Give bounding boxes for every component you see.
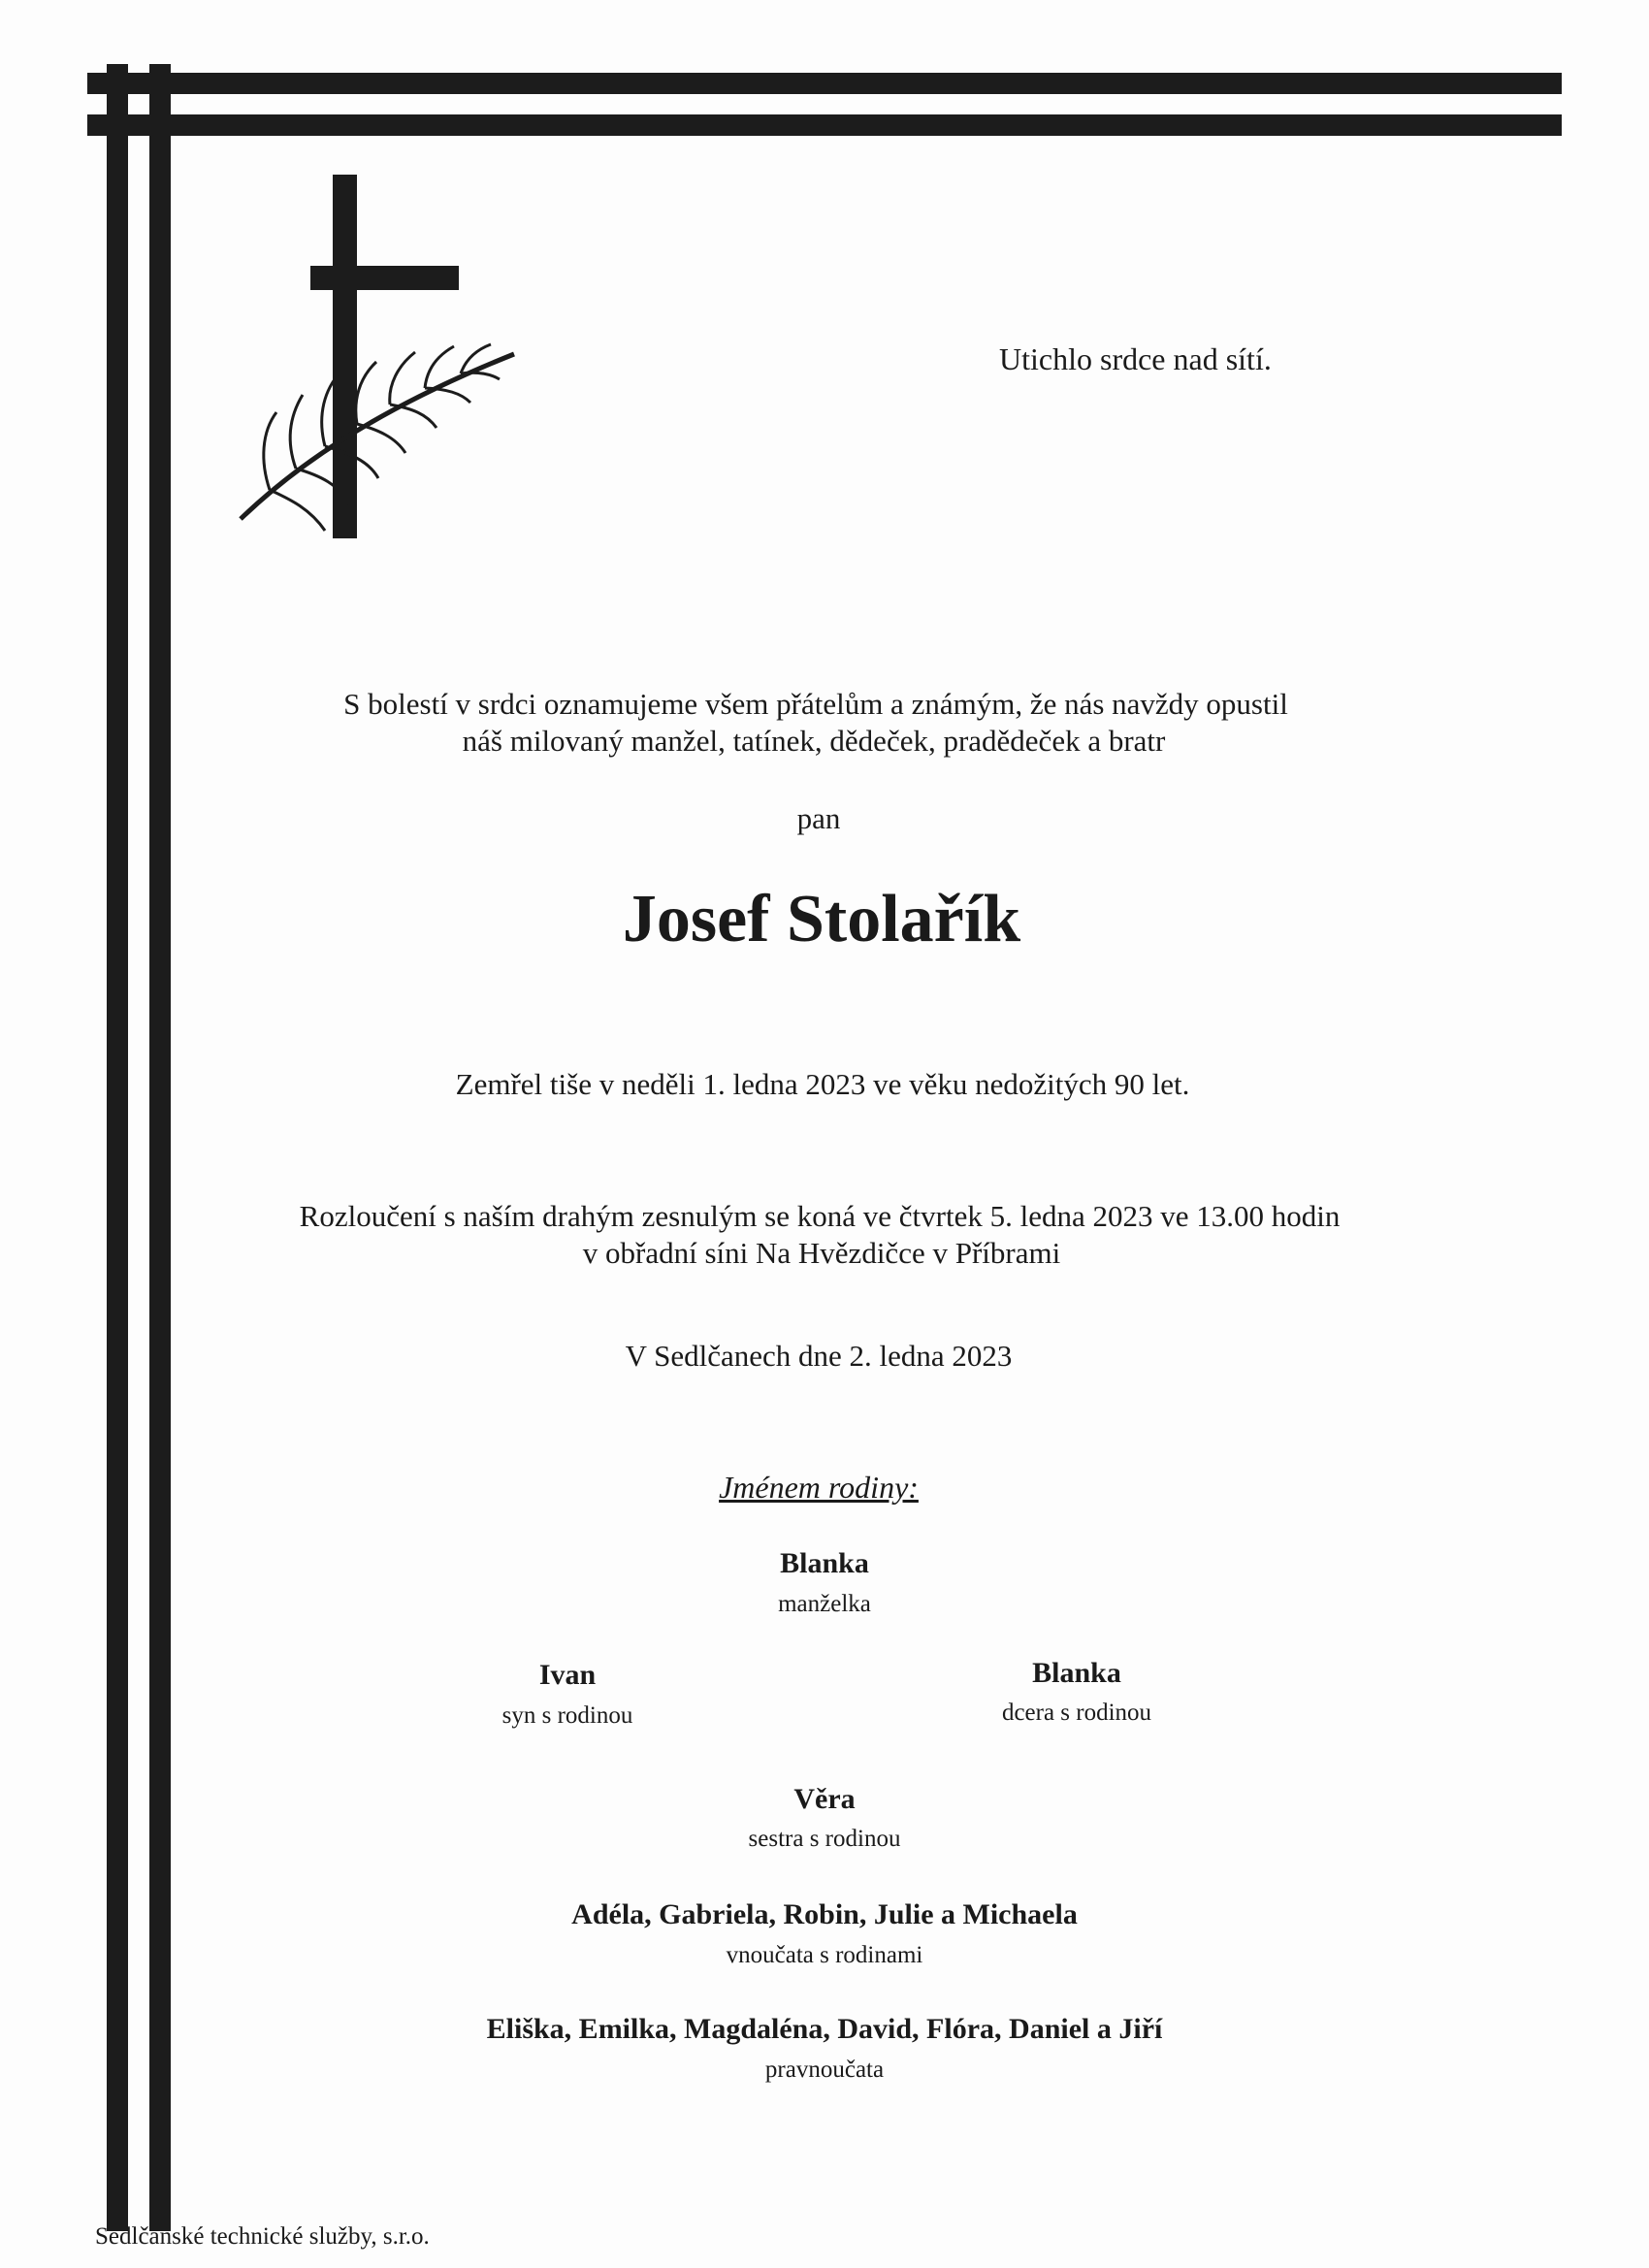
family-heading: Jménem rodiny: (719, 1470, 919, 1505)
son-name: Ivan (538, 1659, 597, 1691)
motto: Utichlo srdce nad sítí. (999, 341, 1272, 376)
daughter-name: Blanka (1032, 1657, 1121, 1689)
grandchildren-names: Adéla, Gabriela, Robin, Julie a Michaela (571, 1898, 1078, 1930)
cross-with-palm-icon (233, 170, 543, 553)
sister-name: Věra (793, 1783, 856, 1815)
deceased-name: Josef Stolařík (622, 882, 1021, 956)
daughter-relation: dcera s rodinou (1001, 1700, 1152, 1726)
grandchildren-relation: vnoučata s rodinami (726, 1942, 923, 1968)
farewell-line-2: v obřadní síni Na Hvězdičce v Příbrami (582, 1236, 1061, 1270)
border-top-inner-line (87, 114, 1562, 136)
title-prefix: pan (796, 801, 841, 835)
border-top-outer-line (87, 73, 1562, 94)
wife-name: Blanka (780, 1547, 869, 1579)
wife-relation: manželka (778, 1591, 871, 1617)
announcement-line-1: S bolestí v srdci oznamujeme všem přátelům a známým, že nás navždy opustil (343, 687, 1288, 721)
son-relation: syn s rodinou (501, 1702, 633, 1729)
great-grandchildren-names: Eliška, Emilka, Magdaléna, David, Flóra, Daniel a Jiří (486, 2013, 1163, 2045)
death-note: Zemřel tiše v neděli 1. ledna 2023 ve věku nedožitých 90 let. (455, 1067, 1190, 1101)
place-and-date: V Sedlčanech dne 2. ledna 2023 (625, 1339, 1013, 1373)
sister-relation: sestra s rodinou (748, 1826, 901, 1852)
announcement-line-2: náš milovaný manžel, tatínek, dědeček, pradědeček a bratr (462, 724, 1166, 758)
footer-company: Sedlčanské technické služby, s.r.o. (95, 2223, 430, 2250)
farewell-line-1: Rozloučení s naším drahým zesnulým se koná ve čtvrtek 5. ledna 2023 ve 13.00 hodin (299, 1199, 1341, 1233)
great-grandchildren-relation: pravnoučata (764, 2057, 885, 2083)
